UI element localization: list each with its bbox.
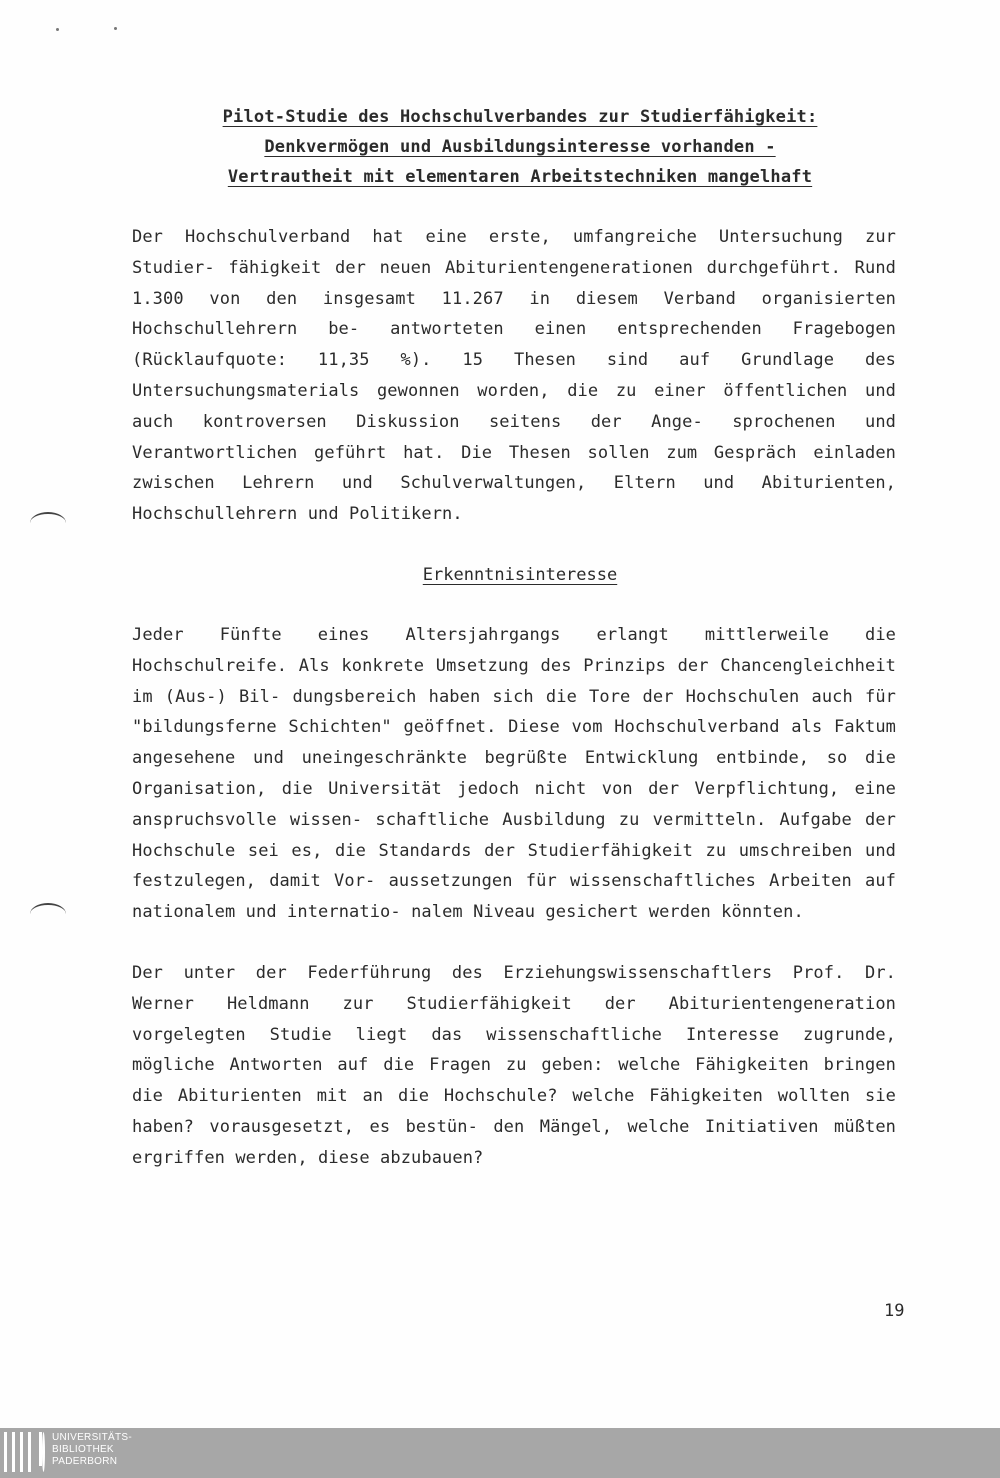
title-line-2: Denkvermögen und Ausbildungsinteresse vorhanden - — [264, 137, 776, 157]
text-line: Standards der Studierfähigkeit zu umschreiben und festzulegen, damit Vor- — [132, 840, 896, 892]
text-line: einladen zwischen Lehrern und Schulverwaltungen, Eltern und Abiturienten, — [132, 442, 896, 494]
title-line-3: Vertrautheit mit elementaren Arbeitstechniken mangelhaft — [227, 167, 813, 187]
text-line: zu einer öffentlichen und auch kontroversen Diskussion seitens der Ange- — [132, 380, 896, 432]
text-line: Heldmann zur Studierfähigkeit der Abiturientengeneration vorgelegten Studie — [132, 993, 896, 1045]
text-line: aussetzungen für wissenschaftliches Arbeiten auf nationalem und internatio- — [132, 871, 897, 923]
punch-hole-mark — [30, 903, 66, 925]
text-line: Schichten" geöffnet. Diese vom Hochschulverband als Faktum angesehene und — [132, 717, 896, 769]
logo-text-line: UNIVERSITÄTS- — [52, 1432, 133, 1443]
library-logo-text — [52, 1432, 132, 1468]
text-line: nalem Niveau gesichert werden könnten. — [411, 902, 804, 923]
text-line: fähigkeit der neuen Abiturientengenerationen durchgeführt. Rund 1.300 von — [132, 257, 896, 309]
text-line: Hochschullehrern und Politikern. — [132, 504, 463, 525]
text-line: Der Hochschulverband hat eine erste, umfangreiche Untersuchung zur Studier- — [132, 227, 896, 278]
text-line: Der unter der Federführung des Erziehungswissenschaftlers Prof. Dr. Werner — [132, 963, 896, 1014]
section-heading: Erkenntnisinteresse — [422, 565, 618, 585]
text-line: antworteten einen entsprechenden Fragebogen (Rücklaufquote: 11,35 %). 15 — [132, 319, 897, 371]
title-line-1: Pilot-Studie des Hochschulverbandes zur Studierfähigkeit: — [222, 107, 818, 127]
intro-paragraph — [132, 222, 896, 530]
logo-text-line: BIBLIOTHEK — [52, 1444, 114, 1455]
text-line: Jeder Fünfte eines Altersjahrgangs erlangt mittlerweile die Hochschulreife. — [132, 625, 896, 676]
text-line: den insgesamt 11.267 in diesem Verband organisierten Hochschullehrern be- — [132, 288, 896, 340]
text-line: Fragen zu geben: welche Fähigkeiten bringen die Abiturienten mit an die — [132, 1055, 896, 1107]
text-line: schaftliche Ausbildung zu vermitteln. Aufgabe der Hochschule sei es, die — [132, 809, 896, 861]
logo-text-line: PADERBORN — [52, 1456, 118, 1467]
scan-speck — [114, 27, 117, 30]
library-footer-bar — [0, 1428, 1000, 1478]
scan-speck — [56, 28, 59, 31]
text-line: Universität jedoch nicht von der Verpflichtung, eine anspruchsvolle wissen- — [132, 778, 896, 830]
text-line: Hochschule? welche Fähigkeiten wollten sie haben? vorausgesetzt, es bestün- — [132, 1086, 896, 1137]
text-line: sprochenen und Verantwortlichen geführt hat. Die Thesen sollen zum Gespräch — [132, 411, 896, 463]
text-line: uneingeschränkte begrüßte Entwicklung entbinde, so die Organisation, die — [132, 748, 896, 799]
text-line: Als konkrete Umsetzung des Prinzips der Chancengleichheit im (Aus-) Bil- — [132, 655, 896, 707]
page-number: 19 — [884, 1301, 905, 1321]
section-paragraph-2 — [132, 958, 896, 1174]
text-line: Thesen sind auf Grundlage des Untersuchungsmaterials gewonnen worden, die — [132, 350, 896, 401]
text-line: dungsbereich haben sich die Tore der Hochschulen auch für "bildungsferne — [132, 686, 896, 738]
text-line: den Mängel, welche Initiativen müßten ergriffen werden, diese abzubauen? — [132, 1116, 896, 1168]
document-title — [130, 102, 910, 192]
text-line: liegt das wissenschaftliche Interesse zugrunde, mögliche Antworten auf die — [132, 1024, 896, 1076]
library-logo-icon — [4, 1432, 48, 1474]
punch-hole-mark — [30, 512, 66, 534]
section-paragraph-1 — [132, 620, 896, 928]
